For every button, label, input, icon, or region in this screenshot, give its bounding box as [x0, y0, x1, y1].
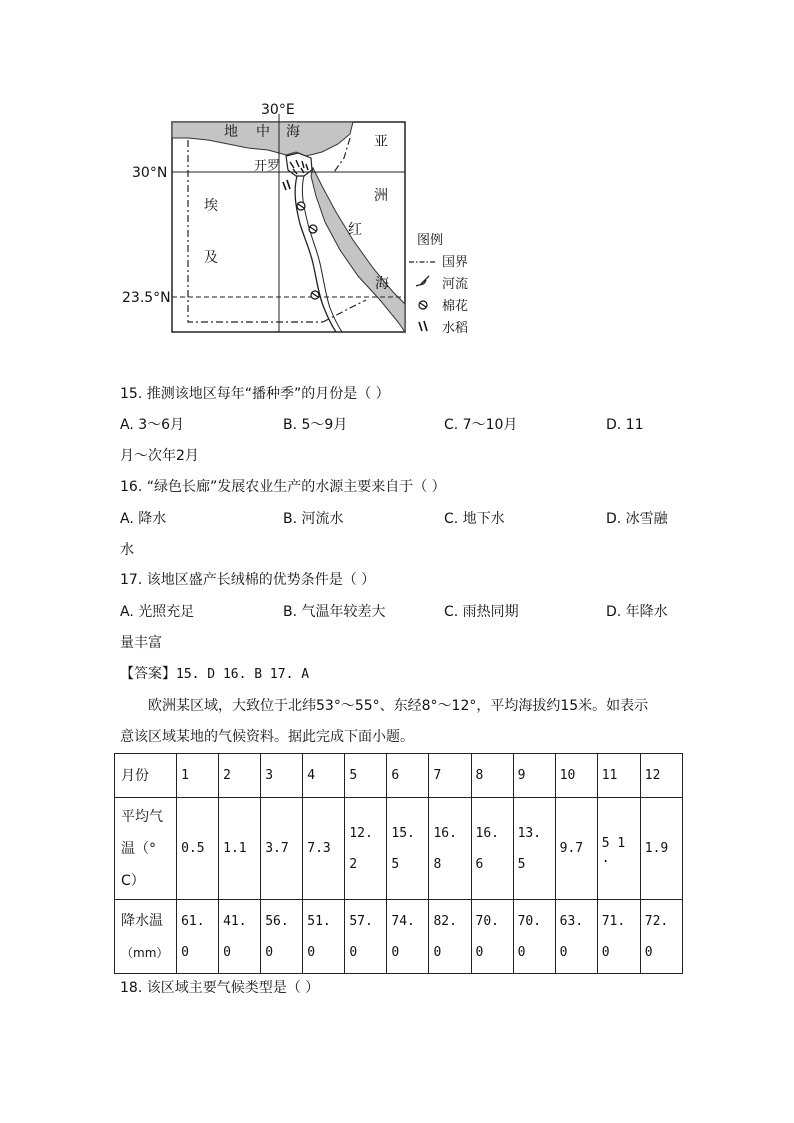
month-cell: 2 [219, 754, 261, 798]
temperature-row [115, 798, 683, 900]
month-cell: 7 [429, 754, 471, 798]
temperature-cell: 0.5 [177, 798, 219, 900]
temperature-header [115, 798, 177, 900]
label-red-sea-2: 海 [375, 276, 389, 292]
label-30n: 30°N [132, 165, 168, 181]
precipitation-cell: 74. 0 [387, 900, 429, 974]
q17-option-d[interactable]: D. 年降水 [606, 604, 668, 620]
label-asia-1: 亚 [374, 134, 388, 150]
precipitation-cell: 63. 0 [555, 900, 597, 974]
temperature-cell: 12. 2 [345, 798, 387, 900]
q17-option-d-wrap: 量丰富 [120, 635, 162, 651]
river-legend-icon [416, 276, 429, 286]
precipitation-cell: 56. 0 [261, 900, 303, 974]
q18-stem: 18. 该区域主要气候类型是（ ） [120, 980, 320, 996]
temperature-cell: 13. 5 [513, 798, 555, 900]
egypt-map-figure [118, 100, 488, 345]
q16-option-c[interactable]: C. 地下水 [444, 511, 505, 527]
rice-legend-icon [419, 321, 427, 331]
temperature-cell: 15. 5 [387, 798, 429, 900]
label-egypt-2: 及 [204, 250, 218, 266]
temperature-header-line: 平均气 [121, 808, 163, 825]
label-mediterranean-3: 海 [286, 124, 300, 140]
precipitation-cell: 72. 0 [640, 900, 682, 974]
precipitation-header-line: （mm） [121, 945, 169, 960]
precipitation-cell: 82. 0 [429, 900, 471, 974]
q17-option-a[interactable]: A. 光照充足 [120, 604, 195, 620]
temperature-cell: 7.3 [303, 798, 345, 900]
month-cell: 1 [177, 754, 219, 798]
legend-border: 国界 [442, 255, 469, 270]
q15-stem: 15. 推测该地区每年“播种季”的月份是（ ） [120, 386, 390, 402]
label-mediterranean-1: 地 [224, 124, 238, 140]
cotton-icon [311, 291, 319, 299]
q17-option-c[interactable]: C. 雨热同期 [444, 604, 519, 620]
precipitation-row [115, 900, 683, 974]
label-cairo: 开罗 [254, 159, 281, 174]
temperature-cell: 5 1 . [597, 798, 640, 900]
label-egypt-1: 埃 [204, 198, 218, 214]
precipitation-cell: 51. 0 [303, 900, 345, 974]
month-cell: 6 [387, 754, 429, 798]
q15-option-d-wrap: 月～次年2月 [120, 448, 199, 464]
climate-table [114, 753, 683, 974]
q16-stem: 16. “绿色长廊”发展农业生产的水源主要来自于（ ） [120, 479, 446, 495]
label-23-5n: 23.5°N [122, 290, 171, 306]
q17-stem: 17. 该地区盛产长绒棉的优势条件是（ ） [120, 572, 376, 588]
month-cell: 11 [597, 754, 640, 798]
precipitation-cell: 71. 0 [597, 900, 640, 974]
legend-rice: 水稻 [442, 321, 469, 336]
cotton-icon [309, 225, 317, 233]
intro-line-2: 意该区域某地的气候资料。据此完成下面小题。 [120, 729, 414, 745]
precipitation-cell: 70. 0 [513, 900, 555, 974]
q16-option-d[interactable]: D. 冰雪融 [606, 511, 668, 527]
q15-option-d[interactable]: D. 11 [606, 417, 644, 433]
q16-option-b[interactable]: B. 河流水 [283, 511, 344, 527]
precipitation-header-line: 降水温 [121, 912, 163, 929]
temperature-cell: 9.7 [555, 798, 597, 900]
temperature-cell: 1.1 [219, 798, 261, 900]
answer-label: 【答案】 [120, 666, 176, 682]
q16-option-d-wrap: 水 [120, 542, 134, 558]
label-red-sea-1: 红 [348, 222, 362, 238]
month-cell: 3 [261, 754, 303, 798]
precipitation-cell: 57. 0 [345, 900, 387, 974]
month-cell: 5 [345, 754, 387, 798]
temperature-cell: 1.9 [640, 798, 682, 900]
temperature-cell: 16. 6 [471, 798, 513, 900]
legend-cotton: 棉花 [442, 299, 469, 314]
q15-option-a[interactable]: A. 3～6月 [120, 417, 185, 433]
cotton-icon [297, 202, 305, 210]
answer-text: 15. D 16. B 17. A [176, 667, 310, 682]
precipitation-cell: 61. 0 [177, 900, 219, 974]
month-cell: 9 [513, 754, 555, 798]
q17-option-b[interactable]: B. 气温年较差大 [283, 604, 386, 620]
month-cell: 10 [555, 754, 597, 798]
month-cell: 8 [471, 754, 513, 798]
month-header: 月份 [115, 754, 177, 798]
cotton-legend-icon [419, 301, 427, 309]
label-mediterranean-2: 中 [256, 124, 270, 140]
precipitation-cell: 41. 0 [219, 900, 261, 974]
label-30e: 30°E [261, 102, 295, 118]
legend-river: 河流 [442, 277, 469, 292]
month-cell: 4 [303, 754, 345, 798]
egypt-map [118, 100, 488, 345]
temperature-header-line: C） [121, 872, 145, 889]
temperature-cell: 16. 8 [429, 798, 471, 900]
q15-option-c[interactable]: C. 7～10月 [444, 417, 518, 433]
month-row [115, 754, 683, 798]
intro-line-1: 欧洲某区域，大致位于北纬53°～55°、东经8°～12°，平均海拔约15米。如表示 [148, 698, 649, 714]
temperature-header-line: 温（° [121, 840, 156, 857]
answer-line [120, 664, 309, 685]
label-asia-2: 洲 [374, 188, 388, 204]
q15-option-b[interactable]: B. 5～9月 [283, 417, 348, 433]
temperature-cell: 3.7 [261, 798, 303, 900]
precipitation-header [115, 900, 177, 974]
month-cell: 12 [640, 754, 682, 798]
q16-option-a[interactable]: A. 降水 [120, 511, 167, 527]
precipitation-cell: 70. 0 [471, 900, 513, 974]
legend-title: 图例 [417, 233, 444, 248]
